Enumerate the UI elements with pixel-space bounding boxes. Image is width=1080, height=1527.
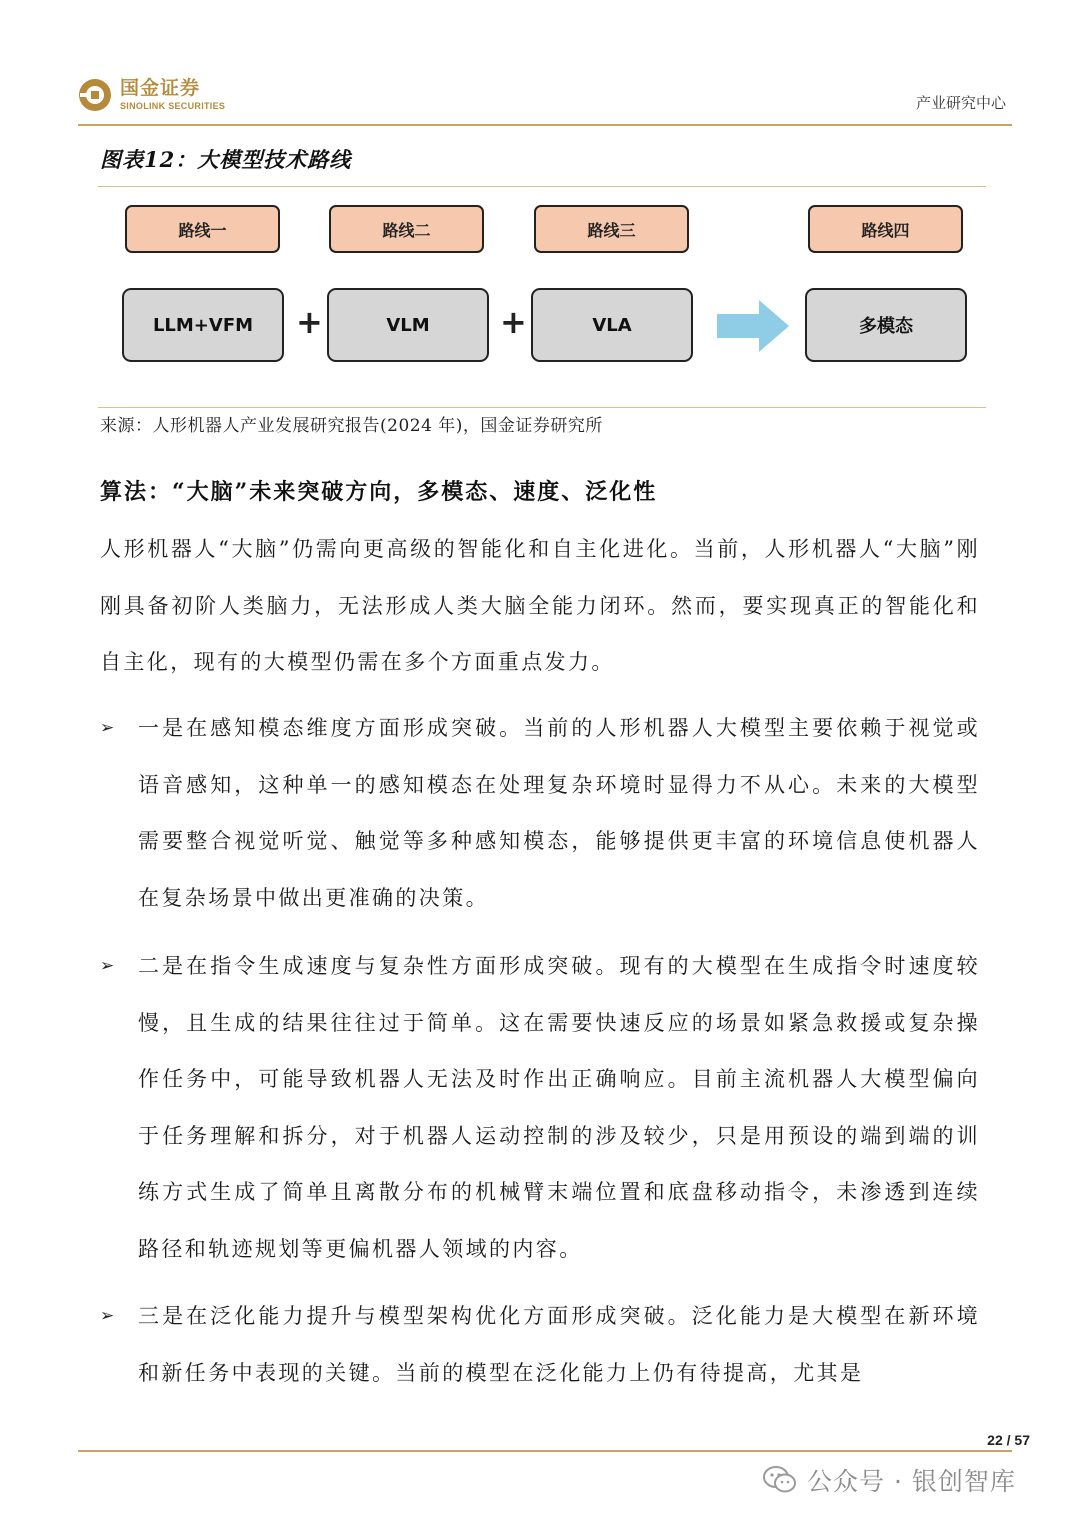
wechat-watermark <box>763 1462 1016 1498</box>
route-4-box: 路线四 <box>808 205 963 253</box>
right-arrow-icon <box>717 300 789 356</box>
model-vlm-box: VLM <box>327 288 489 362</box>
plus-sign-2: + <box>500 303 527 341</box>
page-number: 22 / 57 <box>987 1432 1030 1448</box>
bullet-arrow-icon: ➢ <box>100 956 115 976</box>
watermark-text: 公众号 · 银创智库 <box>807 1467 1016 1496</box>
route-2-box: 路线二 <box>329 205 484 253</box>
department-label: 产业研究中心 <box>915 94 1006 112</box>
figure-title: 图表12：大模型技术路线 <box>100 147 352 172</box>
model-llm-vfm-box: LLM+VFM <box>122 288 284 362</box>
route-3-box: 路线三 <box>534 205 689 253</box>
bullet-arrow-icon: ➢ <box>100 718 115 738</box>
figure-source: 来源：人形机器人产业发展研究报告(2024 年)，国金证券研究所 <box>100 416 603 436</box>
wechat-icon <box>763 1465 797 1495</box>
page-header <box>0 0 1080 130</box>
section-heading: 算法：“大脑”未来突破方向，多模态、速度、泛化性 <box>100 479 658 505</box>
bullet-text: 二是在指令生成速度与复杂性方面形成突破。现有的大模型在生成指令时速度较慢，且生成的结果往往过于简单。这在需要快速反应的场景如紧急救援或复杂操作任务中，可能导致机器人无法及时作出正确响应。目前主流机器人大模型偏向于任务理解和拆分，对于机器人运动控制的涉及较少，只是用预设的端到端的训练方式生成了简单且离散分布的机械臂末端位置和底盘移动指令，未渗透到连续路径和轨迹规划等更偏机器人领域的内容。 <box>138 954 980 1261</box>
intro-paragraph: 人形机器人“大脑”仍需向更高级的智能化和自主化进化。当前，人形机器人“大脑”刚刚具备初阶人类脑力，无法形成人类大脑全能力闭环。然而，要实现真正的智能化和自主化，现有的大模型仍需在多个方面重点发力。 <box>100 537 980 674</box>
bullet-item <box>100 700 980 926</box>
bullet-text: 一是在感知模态维度方面形成突破。当前的人形机器人大模型主要依赖于视觉或语音感知，这种单一的感知模态在处理复杂环境时显得力不从心。未来的大模型需要整合视觉听觉、触觉等多种感知模态，能够提供更丰富的环境信息使机器人在复杂场景中做出更准确的决策。 <box>138 716 980 910</box>
bullet-item <box>100 1288 980 1401</box>
figure-bottom-rule <box>98 407 986 408</box>
route-1-box: 路线一 <box>125 205 280 253</box>
bullet-text: 三是在泛化能力提升与模型架构优化方面形成突破。泛化能力是大模型在新环境和新任务中表现的关键。当前的模型在泛化能力上仍有待提高，尤其是 <box>138 1304 980 1385</box>
logo-cn-text: 国金证券 <box>120 77 201 99</box>
model-vla-box: VLA <box>531 288 693 362</box>
bullet-arrow-icon: ➢ <box>100 1306 115 1326</box>
bullet-item <box>100 938 980 1277</box>
logo-icon <box>78 78 112 112</box>
header-divider <box>78 124 1012 126</box>
logo-en-text: SINOLINK SECURITIES <box>120 101 226 111</box>
plus-sign-1: + <box>296 303 323 341</box>
model-multimodal-box: 多模态 <box>805 288 967 362</box>
company-logo <box>78 78 225 112</box>
figure-top-rule <box>98 186 986 187</box>
footer-divider <box>78 1450 1012 1452</box>
